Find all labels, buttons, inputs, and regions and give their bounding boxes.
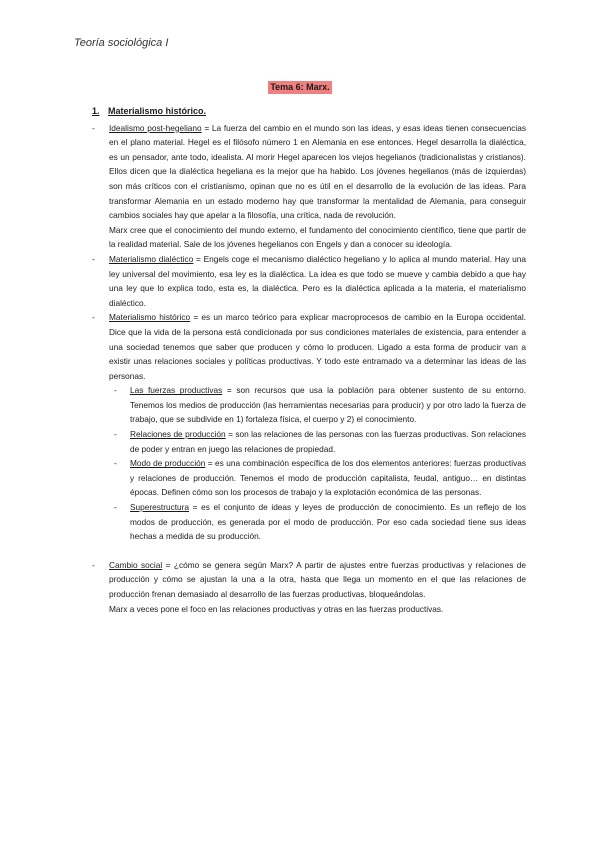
- term: Modo de producción: [130, 458, 206, 469]
- section-heading: [92, 104, 526, 119]
- sub-item-relaciones-produccion: [114, 427, 526, 456]
- term: Cambio social: [109, 559, 163, 570]
- paragraph: [109, 310, 526, 383]
- definition: = La fuerza del cambio en el mundo son las ideas, y esas ideas tienen consecuencias en el plano material. Hegel es el filósofo número 1 en Alemania en ese entonces. Hegel desarrolla la dialéctica, es un pensador, ante todo, idealista. Al morir Hegel aparecen los viejos hegelianos (tradicionalistas y cristianos). Ellos dicen que la dialéctica hegeliana es la mejor que ha habido. Los jóvenes hegelianos (más de izquierdas) son más críticos con el cristianismo, opinan que no es útil en el desarrollo de la evolución de las ideas. Para transformar Alemania en un estado moderno hay que transformar la mentalidad de Alemania, para conseguir cambios sociales hay que apelar a la filosofía, una crítica, nada de revolución.: [109, 122, 527, 221]
- term: Idealismo post-hegeliano: [109, 122, 202, 133]
- sub-item-superestructura: [114, 500, 526, 544]
- list-item-idealismo: [92, 121, 526, 252]
- definition: = es el conjunto de ideas y leyes de producción de conocimiento. Es un reflejo de los modos de producción, es generada por el modo de producción. Por eso cada sociedad tiene sus ideas hechas a medida de su producción.: [130, 502, 526, 542]
- definition: = son recursos que usa la población para obtener sustento de su entorno. Tenemos los medios de producción (las herramientas necesarias para producir) y por otro lado la fuerza de trabajo, que se subdivide en 1) fortaleza física, el cuerpo y 2) el conocimiento.: [130, 385, 527, 425]
- paragraph: [130, 427, 526, 456]
- definition: = Engels coge el mecanismo dialéctico hegeliano y lo aplica al mundo material. Hay una ley universal del movimiento, esa ley es la dialéctica. La idea es que todo se mueve y cambia debido a que hay una ley que lo explica todo, esta es, la dialéctica. Pero es la dialéctica aplicada a la materia, el materialismo dialéctico.: [109, 253, 527, 308]
- bullet-dash: -: [92, 253, 95, 264]
- definition: = es un marco teórico para explicar macroprocesos de cambio en la Europa occidental. Dice que la vida de la persona está condicionada por sus condiciones materiales de existencia, para entender a una sociedad tenemos que saber que producen y cómo lo producen. Ligado a esta forma de producir van a existir unas relaciones sociales y políticas productivas. Y todo este entramado va a determinar las ideas de las personas.: [109, 312, 526, 381]
- term: Las fuerzas productivas: [130, 385, 223, 396]
- paragraph-extra: Marx a veces pone el foco en las relaciones productivas y otras en las fuerzas productivas.: [109, 603, 444, 614]
- term: Relaciones de producción: [130, 429, 226, 440]
- bullet-dash: -: [92, 122, 95, 133]
- definition: = es una combinación específica de los dos elementos anteriores: fuerzas productivas y relaciones de producción. Tenemos el modo de producción capitalista, feudal, antiguo… en distintas épocas. Definen cómo son los procesos de trabajo y la explotación económica de las personas.: [130, 458, 526, 498]
- definition: = ¿cómo se genera según Marx? A partir de ajustes entre fuerzas productivas y relaciones de producción y cómo se ajustan la una a la otra, hasta que llega un momento en el que las relaciones de producción frenan demasiado al desarrollo de las fuerzas productivas, bloqueándolas.: [109, 559, 526, 599]
- bullet-dash: -: [114, 429, 117, 440]
- paragraph: [109, 121, 526, 223]
- paragraph: [130, 383, 526, 427]
- list-item-materialismo-dialectico: [92, 252, 526, 310]
- page-title: Tema 6: Marx.: [270, 82, 330, 92]
- bullet-dash: -: [92, 312, 95, 323]
- section-number: 1.: [92, 106, 100, 116]
- section-title: Materialismo histórico.: [108, 106, 207, 116]
- paragraph: [130, 456, 526, 500]
- paragraph: [130, 500, 526, 544]
- bullet-dash: -: [92, 559, 95, 570]
- bullet-dash: -: [114, 385, 117, 396]
- sub-item-fuerzas-productivas: [114, 383, 526, 427]
- sub-item-modo-produccion: [114, 456, 526, 500]
- paragraph: [109, 558, 526, 602]
- spacer: [92, 544, 526, 558]
- term: Superestructura: [130, 502, 190, 513]
- title-wrap: [0, 77, 600, 95]
- bullet-dash: -: [114, 458, 117, 469]
- term: Materialismo histórico: [109, 312, 191, 323]
- paragraph-extra: Marx cree que el conocimiento del mundo externo, el fundamento del conocimiento científico, tiene que partir de la realidad material. Sale de los jóvenes hegelianos con Engels y dan a conocer su ideología.: [109, 224, 526, 250]
- document-header: Teoría sociológica I: [74, 37, 169, 49]
- definition: = son las relaciones de las personas con las fuerzas productivas. Son relaciones de poder y entran en juego las relaciones de propiedad.: [130, 429, 526, 454]
- list-item-materialismo-historico: [92, 310, 526, 383]
- list-item-cambio-social: [92, 558, 526, 616]
- document-body: [92, 104, 526, 616]
- paragraph: [109, 252, 526, 310]
- term: Materialismo dialéctico: [109, 253, 194, 264]
- bullet-dash: -: [114, 502, 117, 513]
